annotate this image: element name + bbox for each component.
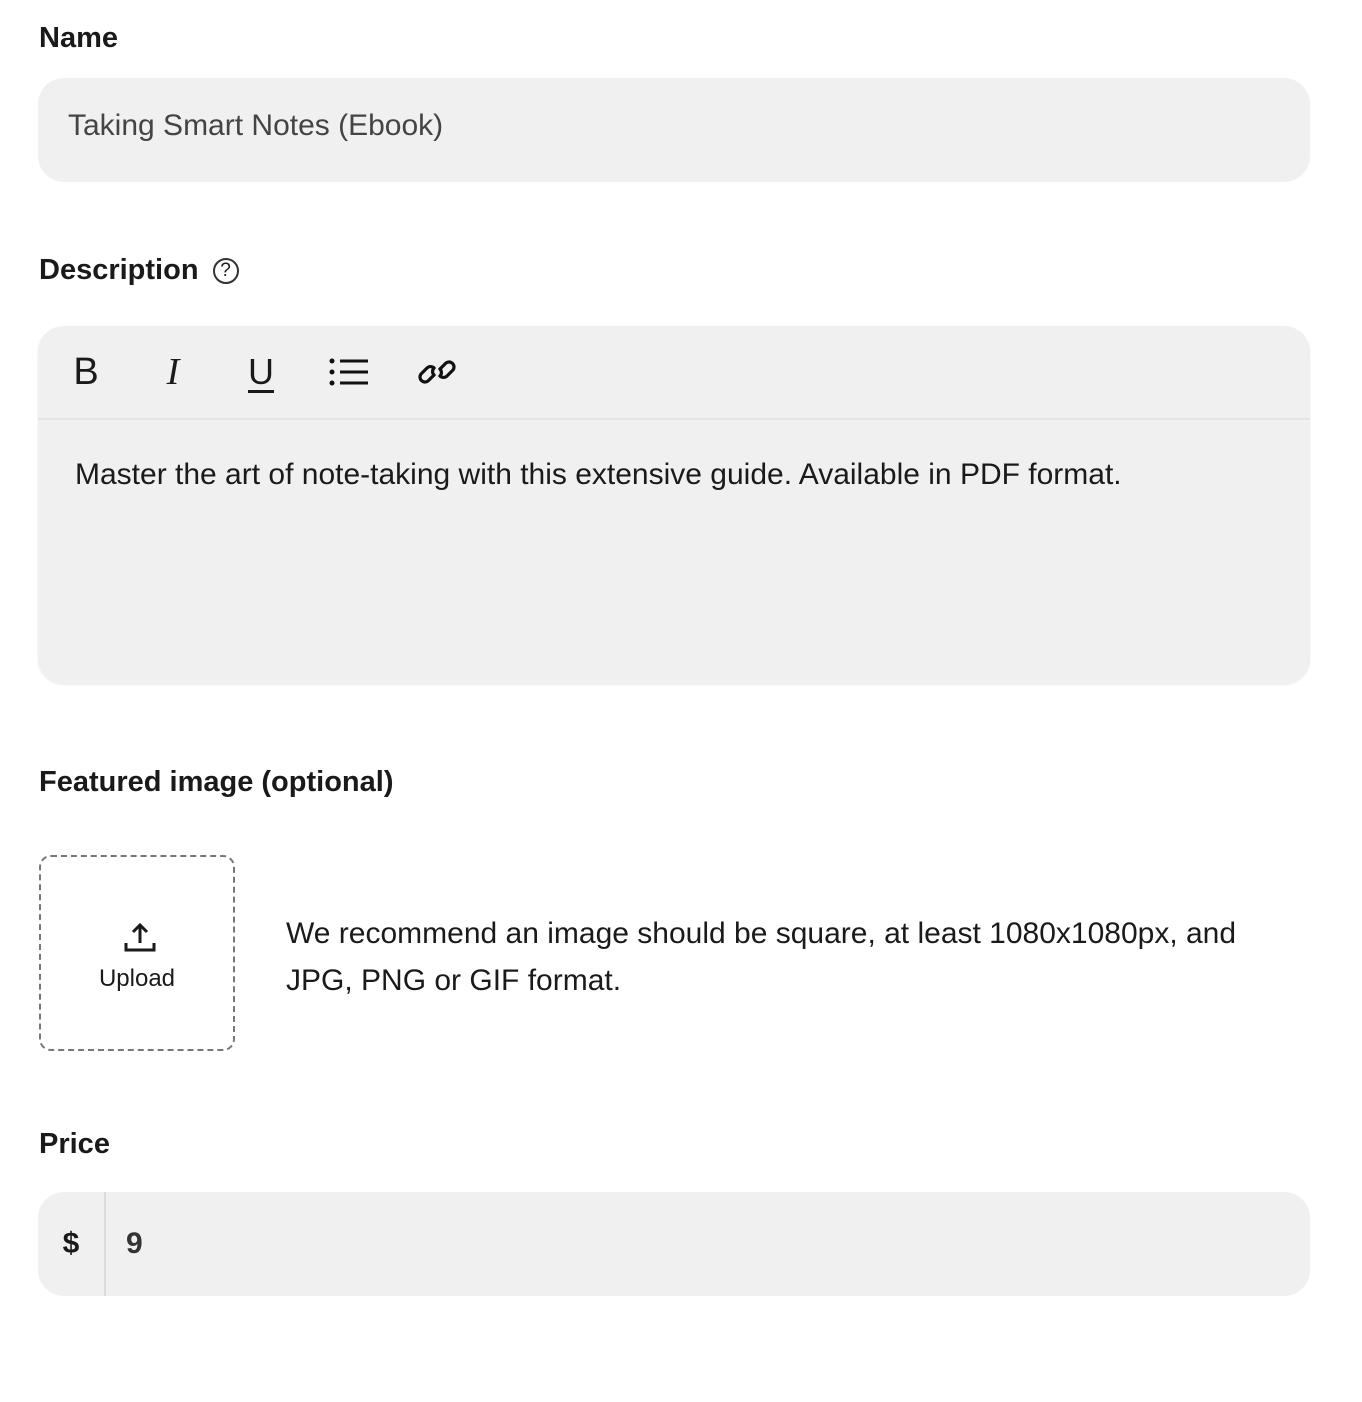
name-input[interactable] — [66, 108, 1270, 144]
italic-button[interactable] — [151, 350, 195, 394]
description-text[interactable]: Master the art of note-taking with this extensive guide. Available in PDF format. — [75, 458, 1122, 491]
upload-label: Upload — [98, 965, 176, 992]
description-label — [39, 254, 239, 287]
description-label-text: Description — [39, 254, 199, 286]
bold-icon: B — [73, 350, 99, 393]
featured-image-label: Featured image (optional) — [39, 766, 394, 798]
list-icon — [329, 356, 369, 388]
currency-symbol: $ — [38, 1192, 106, 1296]
help-icon[interactable]: ? — [213, 258, 239, 284]
underline-button[interactable] — [239, 350, 283, 394]
image-hint: We recommend an image should be square, at least 1080x1080px, and JPG, PNG or GIF format. — [286, 917, 1237, 997]
link-button[interactable] — [415, 350, 459, 394]
underline-icon: U — [248, 351, 274, 392]
description-editor — [38, 326, 1310, 684]
price-label: Price — [39, 1128, 110, 1160]
name-label: Name — [39, 22, 118, 54]
upload-icon — [124, 921, 156, 953]
name-field-container — [38, 78, 1310, 182]
price-field-container — [38, 1192, 1310, 1296]
link-icon — [416, 351, 458, 393]
italic-icon: I — [166, 351, 180, 393]
upload-button[interactable] — [39, 855, 235, 1051]
editor-toolbar — [38, 326, 1310, 420]
bold-button[interactable] — [64, 350, 108, 394]
list-button[interactable] — [327, 350, 371, 394]
price-input[interactable] — [124, 1226, 1228, 1262]
